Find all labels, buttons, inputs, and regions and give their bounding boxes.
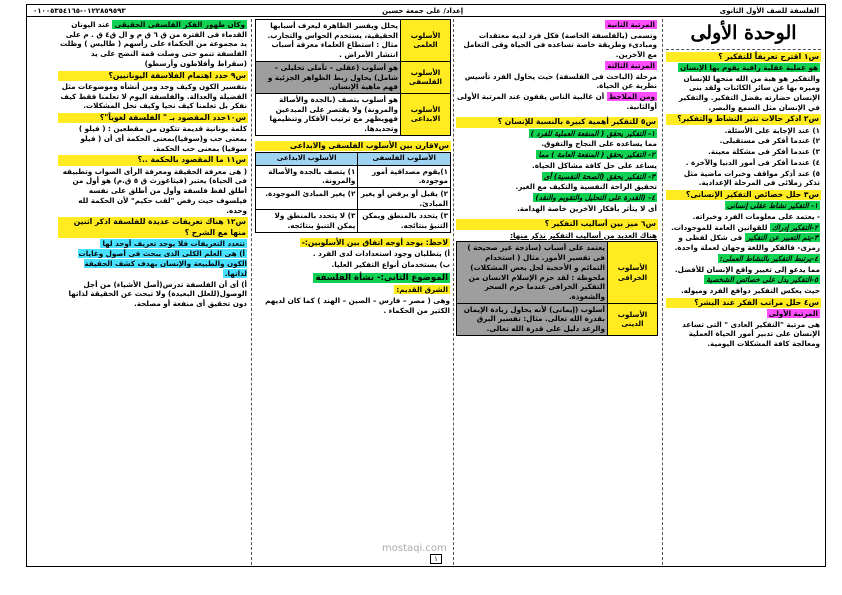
answer-1-highlight: هو عملية عقلية راقية يقوم بها الإنسان	[680, 62, 818, 72]
page	[26, 4, 826, 567]
property-2-text: للقوانين العامة للموجودات.	[671, 222, 768, 232]
answer-10: كلمة يونانية قديمة تتكون من مقطعين : ( فيلو ) بمعنى حب و(سوفيا)بمعنى الحكمة أى أن ( فيلو سوفيا) بمعنى حب الحكمة.	[78, 124, 247, 153]
rank-1-text: هى مرتبة "التفكير العادى " التى تساعد الإنسان على تدبير أمور الحياة العملية ومعالجة كافة المشكلات اليومية.	[682, 319, 820, 349]
table-row	[256, 188, 451, 210]
answer-2-item: ٤) عندما أفكر فى أمور الدنيا والآخرة .	[685, 157, 820, 167]
note-text: أن غالبية الناس يقفون عند المرتبة الأولى أوالثانية.	[457, 92, 657, 111]
style-text: يحلل ويفسر الظاهرة ليعرف أسبابها الحقيقية، يستخدم الحواس والتجارب. مثال : استطاع العلماء معرفة أسباب انتشار الأمراض .	[256, 20, 401, 62]
table-cell: ٣) لا يتحدد بالمنطق ولا يمكن التنبؤ بنتائجه.	[256, 210, 358, 232]
styles-table-2	[255, 19, 451, 136]
property-1-text: - يعتمد على معلومات الفرد وخبراته.	[692, 212, 820, 222]
table-row	[256, 94, 451, 136]
table-header-row	[256, 153, 451, 165]
answer-12-definition: أ) هى العلم الكلى الذى يبحث فى أصول وغايات الكون والطبيعة والإنسان بهدف كشف الحقيقة لذاتها.	[78, 249, 247, 278]
topic-2-title: الموضوع الثانى:- نشأة الفلسفة	[315, 272, 448, 283]
question-6-intro: هناك العديد من أساليب التفكير نذكر منها:	[510, 230, 657, 240]
comparison-table	[255, 152, 451, 233]
question-10: س١٠حدد المقصود بـ " الفلسفة لغوياً"؟	[58, 113, 248, 123]
note-label: ومن الملاحظ	[608, 92, 655, 102]
question-4: س٤ حلل مراتب الفكر عند البشر؟	[666, 298, 821, 308]
property-5-text: حيث يعكس التفكير دوافع الفرد وميوله.	[680, 286, 820, 296]
property-3-text: فى شكل لفظى و رمزى- فالفكر واللغة وجهان لعملة واحدة.	[674, 233, 820, 253]
header-phone: ٠١٢٢٨٥٩٥٩٣-٠١٠٠٥٣٥٤١٦٥	[33, 6, 126, 15]
answer-1: والتفكير هو هبة من الله منحها للإنسان وميزه بها عن سائر الكائنات ولقد بنى الإنسان حضارته بفضل التفكير. والتفكير في الإنسان مثل السمع والبصر.	[678, 73, 820, 112]
question-7: س٧قارن بين الأسلوب الفلسفى والابداعى	[255, 141, 451, 151]
table-row	[256, 20, 451, 62]
question-11: س١١ ما المقصود بالحكمة ..؟	[58, 155, 248, 165]
importance-1-text: مما يساعده على النجاح والتفوق.	[541, 139, 657, 149]
style-label: الأسلوب العلمى	[401, 20, 451, 62]
style-text: يعتمد على أسباب (ساذجة غير صحيحة ) فى تفسير الأمور. مثال ( استخدام التمائم و الأحجبة لحل بعض المشكلات) ملحوظة : لقد حرم الإسلام الانسان من التفكير الخرافى عندما حرم السحر والشعوذة.	[457, 242, 608, 303]
table-cell: ١) يتصف بالجدة والأصالة والمرونة.	[256, 165, 358, 187]
property-2: ٢-التفكير إدراك	[771, 222, 818, 232]
header-author: إعداد/ على جمعة حسين	[382, 6, 464, 15]
rank-2-label: المرتبة الثانية	[607, 20, 655, 29]
page-number: ١	[430, 554, 442, 564]
table-cell: ٢) يغير المبادئ الموجودة.	[256, 188, 358, 210]
question-9: س٩ حدد اهتمام الفلاسفة اليونانيين؟	[58, 71, 248, 81]
style-text: أسلوب (إيمانى) لأنه يحاول زيادة الإيمان بقدرة الله تعالى. مثال: تفسير البرق والرعد دليل على قدرة الله تعالى.	[457, 303, 608, 335]
question-12: س١٢ هناك تعريفات عديدة للفلسفة اذكر اثنين منها مع الشرح ؟	[58, 217, 248, 238]
importance-2-text: يساعد على حل كافة مشاكل الحياة.	[532, 160, 657, 170]
header-subject: الفلسفة للصف الأول الثانوى	[719, 6, 819, 15]
property-4: ٤-يرتبط التفكير بالنشاط العملى:	[719, 253, 818, 263]
rank-1-label: المرتبة الأولى	[768, 309, 818, 319]
question-1: س١ اقترح تعريفاً للتفكير ؟	[666, 52, 821, 62]
intro-highlight: وكان ظهور الفكر الفلسفى الحقيقى	[114, 20, 245, 29]
unit-title: الوحدة الأولى	[666, 19, 821, 50]
agreement-a: أ) يتطلبان وجود استعدادات لدى الفرد .	[312, 249, 450, 259]
style-label: الأسلوب الدينى	[608, 303, 658, 335]
importance-3-text: تحقيق الراحة النفسية والتكيف مع الغير.	[515, 182, 657, 192]
intro-text: عند اليونان القدماء فى الفترة من ق ٦ ق م و ال ق٤ ق . م على يد مجموعة من الحكماء على رأسهم ( طاليس ) وظلت الفلسفة تنمو حتى وصلت قمة النضج على يد (سقراط وأفلاطون وأرسطو)	[59, 20, 247, 68]
table-row	[256, 165, 451, 187]
column-3	[255, 19, 451, 565]
column-4	[58, 19, 248, 565]
site-watermark: mostaqi.com	[382, 543, 447, 554]
east-text: وهى ( مصر – فارس – الصين – الهند ) كما كان لديهم الكثير من الحكماء .	[265, 295, 450, 315]
importance-3: ٣- التفكير يحقق (الصحة النفسية) أى	[543, 171, 655, 181]
property-4-text: مما يدعو إلى تغيير واقع الإنسان للأفضل.	[674, 264, 820, 274]
question-2: س٢ اذكر حالات تثير النشاط والتفكير؟	[666, 114, 821, 124]
table-cell: ٢) يقبل أو يرفض أو يغير المبادئ.	[358, 188, 451, 210]
answer-9: بتفسير الكون وكيف وجد ومن أنشأه وموضوعات مثل الفضيلة والعدالة. والفلسفة اليوم لا تعلمنا فقط كيف نفكر بل تعلمنا كيف نحيا وكيف نحل المشكلات.	[60, 81, 247, 111]
question-5: س٥ للتفكير أهمية كبيرة بالنسبة للإنسان ؟	[456, 117, 658, 127]
answer-2-item: ٥) عند أذكر مواقف وخبرات ماضية مثل تذكر زملائى فى المرحلة الإعدادية.	[683, 168, 820, 188]
column-1	[666, 19, 821, 565]
column-2	[456, 19, 658, 565]
property-1: ١- التفكير نشاط عقلى إنسانى	[726, 201, 818, 211]
agreement-heading: لاحظ: يوجد أوجه اتفاق بين الأسلوبين:-	[301, 237, 448, 247]
column-header: الأسلوب الفلسفى	[358, 153, 451, 165]
table-row	[457, 242, 658, 303]
importance-4: ٤- (القدرة على التحليل والتقويم والنقد)	[535, 193, 655, 203]
style-label: الأسلوب الخرافى	[608, 242, 658, 303]
question-6: س٦ ميز بين أساليب التفكير ؟	[456, 219, 658, 229]
rank-2-text: وتسمى (بالفلسفة الخاصة) فكل فرد لديه معتقدات ومبادىء وطريقة خاصة تساعده فى الحياة وفى التعامل مع الآخرين.	[463, 30, 657, 60]
answer-11: ( هى معرفة الحقيقة ومعرفة الرأى الصواب وتطبيقه فى الحياة) يعتبر (فيثاغورث ق ٥ ق.م) هو أول من أطلق لفظ فلسفة وأول من أطلق على نفسه فيلسوف حيث رفض "لقب حكيم" لأن الحكمة لله وحده.	[62, 166, 247, 215]
style-label: الأسلوب الفلسفى	[401, 61, 451, 93]
table-row	[256, 61, 451, 93]
page-footer	[27, 554, 825, 564]
property-5: ٥-التفكير يدل على خصائص الشخصية	[706, 275, 818, 285]
table-cell: ٣) يتحدد بالمنطق ويمكن التنبؤ بنتائجه.	[358, 210, 451, 232]
column-header: الأسلوب الابداعى	[256, 153, 358, 165]
answer-12-explanation: أ) أى أن الفلسفة تدرس(أصل الأشياء) من أجل الوصول(للعلل البعيدة) ولا تبحث عن الحقيقة لذاتها دون تحقيق أى منفعة أو مصلحة.	[68, 279, 247, 309]
style-text: هو أسلوب يتصف (بالجدة والأصالة والمرونة) ولا يقتصر على المبدعين فهويظهر مع ترتيب الأفكار وتنظيمها وتجديدها.	[256, 94, 401, 136]
style-text: هو أسلوب (عقلى – تأملى تحليلى – شامل) يحاول ربط الظواهر الجزئية و فهم ماهية الإنسان.	[256, 61, 401, 93]
east-label: الشرق القديم:	[396, 285, 448, 295]
answer-2-item: ٣) عندما أفكر فى مشكلة معينة.	[708, 147, 820, 157]
table-cell: ١)يقوم مصداقية أمور موجودة.	[358, 165, 451, 187]
answer-2-item: ٢) عندما أفكر فى مستقبلى.	[719, 136, 820, 146]
importance-2: ٢- التفكير يحقق ( المنفعة العامة ) مما	[538, 150, 655, 160]
importance-4-text: أى لا يتأثر بأفكار الآخرين خاصة الهدامة.	[517, 203, 657, 213]
style-label: الأسلوب الابداعى	[401, 94, 451, 136]
answer-12-lead: تتعدد التعريفات فلا يوجد تعريف أوحد لها	[102, 238, 245, 248]
agreement-b: ب) يستخدمان أنواع التفكير العليا.	[331, 259, 450, 269]
question-3: س٣ حلل خصائص التفكير الإنسانى؟	[666, 190, 821, 200]
table-row	[457, 303, 658, 335]
rank-3-text: مرحلة (الباحث فى الفلسفة) حيث يحاول الفرد تأسيس نظرية عن الحياة.	[464, 71, 657, 91]
styles-table-1	[456, 241, 658, 335]
answer-2-item: ١) عند الإجابة على الأسئلة.	[724, 125, 820, 135]
page-header	[27, 5, 825, 17]
table-row	[256, 210, 451, 232]
rank-3-label: المرتبة الثالثة	[607, 60, 655, 70]
importance-1: ١- التفكير يحقق ( المنفعة العملية للفرد )	[530, 128, 655, 138]
property-3: ٣-يتم التعبير عن التفكير	[746, 233, 818, 243]
